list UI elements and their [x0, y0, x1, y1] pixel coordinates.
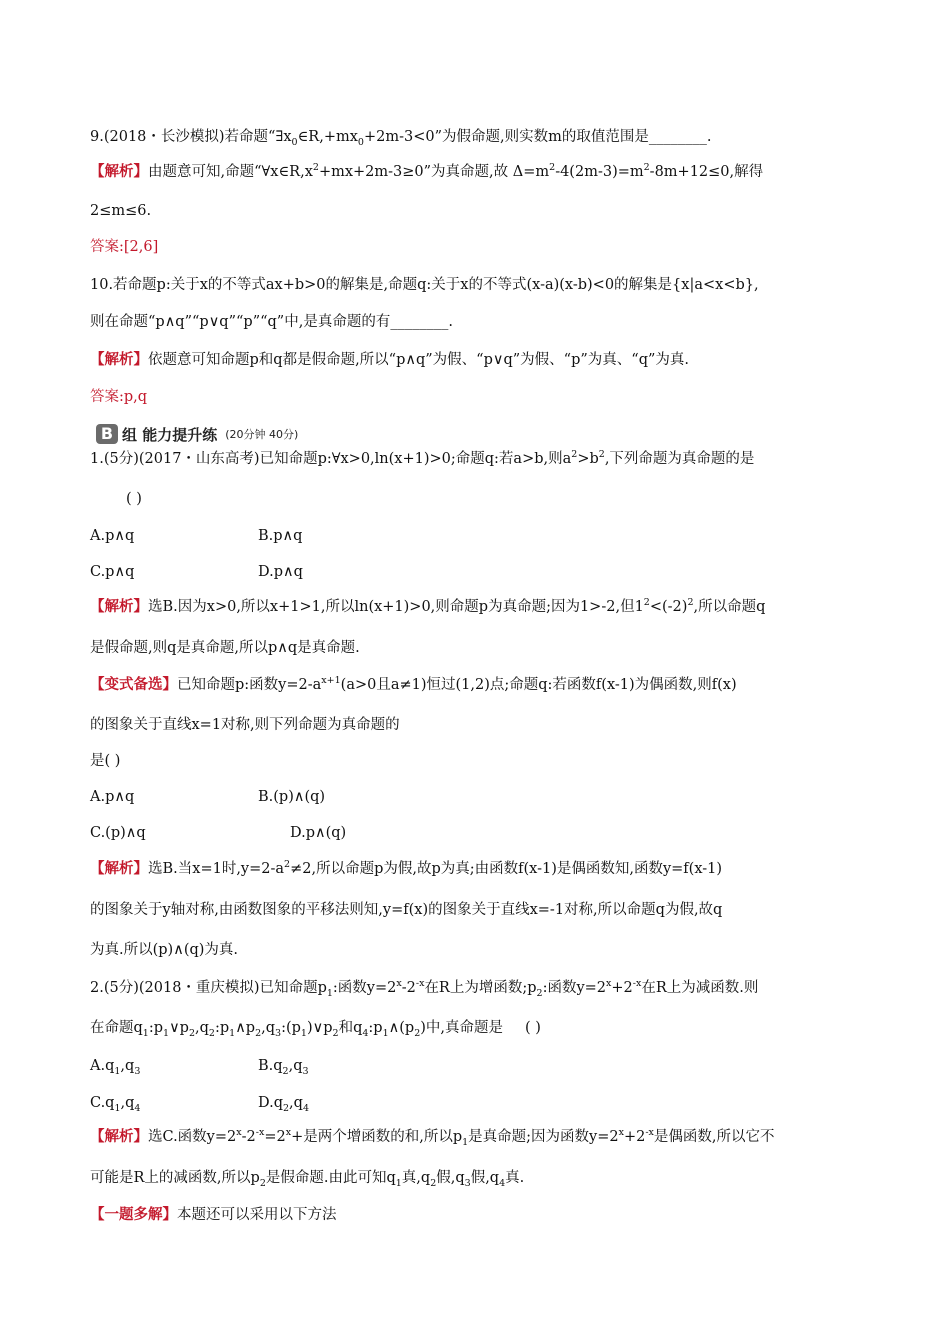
- q10-question: 10.若命题p:关于x的不等式ax+b>0的解集是,命题q:关于x的不等式(x-a)(x-b)<0的解集是{x|a<x<b},: [90, 277, 759, 293]
- variant-analysis-cont: 的图象关于y轴对称,由函数图象的平移法则知,y=f(x)的图象关于直线x=-1对称,所以命题q为假,故q: [90, 902, 723, 918]
- analysis-tag: 【解析】: [90, 163, 148, 180]
- b1-analysis: 【解析】选B.因为x>0,所以x+1>1,所以ln(x+1)>0,则命题p为真命题;因为1>-2,但$1^2<(-2)^2$,所以命题q: [90, 597, 766, 615]
- b1-analysis-cont: 是假命题,则q是真命题,所以p∧q是真命题.: [90, 640, 360, 656]
- b2-question: 2.(5分)(2018・重庆模拟)已知命题$p_1$:函数$y=2^x-2^{-x}$在R上为增函数$;p_2$:函数$y=2^x+2^{-x}$在R上为减函数.则: [90, 978, 759, 999]
- b1-option-a: A.p∧q: [90, 528, 135, 544]
- variant-analysis: 【解析】选B.当x=1时$,y=2-a^2\ne 2$,所以命题p为假,故p为真;由函数f(x-1)是偶函数知,函数y=f(x-1): [90, 859, 723, 877]
- analysis-tag: 【解析】: [90, 598, 148, 615]
- q9-analysis-cont: 2≤m≤6.: [90, 203, 152, 219]
- b1-variant: 【变式备选】已知命题p:函数$y=2-a^{x+1}(a>0$且a≠1)恒过(1,2)点;命题q:若函数f(x-1)为偶函数,则f(x): [90, 675, 737, 693]
- b1-option-b: B.p∧q: [258, 528, 303, 544]
- section-b-badge: B: [96, 424, 118, 444]
- b1-variant-cont: 的图象关于直线x=1对称,则下列命题为真命题的: [90, 717, 400, 733]
- variant-option-a: A.p∧q: [90, 789, 135, 805]
- section-subtitle: (20分钟 40分): [225, 428, 299, 441]
- section-title: 组 能力提升练: [122, 425, 218, 444]
- b2-analysis: 【解析】选C.函数$y=2^x-2^{-x}=2^x+$是两个增函数的和,所以$p_1$是真命题;因为函数$y=2^x+2^{-x}$是偶函数,所以它不: [90, 1127, 775, 1148]
- variant-option-d: D.p∧(q): [290, 825, 347, 841]
- q10-answer: 答案:p,q: [90, 389, 148, 405]
- variant-option-c: C.(p)∧q: [90, 825, 146, 841]
- b1-option-d: D.p∧q: [258, 564, 303, 580]
- analysis-tag: 【解析】: [90, 351, 148, 368]
- multi-solution-tag: 【一题多解】: [90, 1206, 177, 1223]
- variant-tag: 【变式备选】: [90, 676, 177, 693]
- b2-option-b: $B.q_2,q_3$: [258, 1058, 309, 1077]
- variant-analysis-cont2: 为真.所以(p)∧(q)为真.: [90, 942, 239, 958]
- q10-analysis: 【解析】依题意可知命题p和q都是假命题,所以“p∧q”为假、“p∨q”为假、“p”为真、“q”为真.: [90, 351, 690, 368]
- b1-option-c: C.p∧q: [90, 564, 135, 580]
- b2-option-d: $D.q_2,q_4$: [258, 1095, 309, 1114]
- variant-option-b: B.(p)∧(q): [258, 789, 326, 805]
- b2-multi-solution: 【一题多解】本题还可以采用以下方法: [90, 1206, 337, 1223]
- b2-option-a: $A.q_1,q_3$: [90, 1058, 141, 1077]
- b1-question: 1.(5分)(2017・山东高考)已知命题p:∀x>0,ln(x+1)>0;命题q:若a>b,则$a^2>b^2$,下列命题为真命题的是: [90, 449, 755, 467]
- q10-question-cont: 则在命题“p∧q”“p∨q”“p”“q”中,是真命题的有________.: [90, 314, 453, 330]
- b2-analysis-cont: 可能是R上的减函数,所以$p_2$是假命题.由此可知$q_1$真$,q_2$假$,q_3$假$,q_4$真.: [90, 1170, 525, 1189]
- analysis-tag: 【解析】: [90, 1128, 148, 1145]
- q9-analysis: 【解析】由题意可知,命题“$\forall x\in R,x^2+mx+2m-3\ge 0$”为真命题,故 $\Delta=m^2-4(2m-3)=m^2-8m+12\le 0$,解得: [90, 162, 764, 180]
- q9-answer: 答案:[2,6]: [90, 239, 159, 255]
- section-b-header: [96, 423, 298, 445]
- b2-option-c: $C.q_1,q_4$: [90, 1095, 141, 1114]
- analysis-tag: 【解析】: [90, 860, 148, 877]
- b2-question-cont: 在命题$q_1:p_1\vee p_2,q_2:p_1\wedge p_2,q_3:(p_1)\vee p_2$和$q_4:p_1\wedge(p_2)$中,真命题是 ( ): [90, 1020, 541, 1039]
- q9-question: 9.(2018・长沙模拟)若命题“$\exists x_0\in R,+mx_0+2m-3<0$”为假命题,则实数m的取值范围是________.: [90, 129, 712, 148]
- b1-variant-cont2: 是( ): [90, 753, 121, 769]
- b1-paren: ( ): [126, 491, 142, 507]
